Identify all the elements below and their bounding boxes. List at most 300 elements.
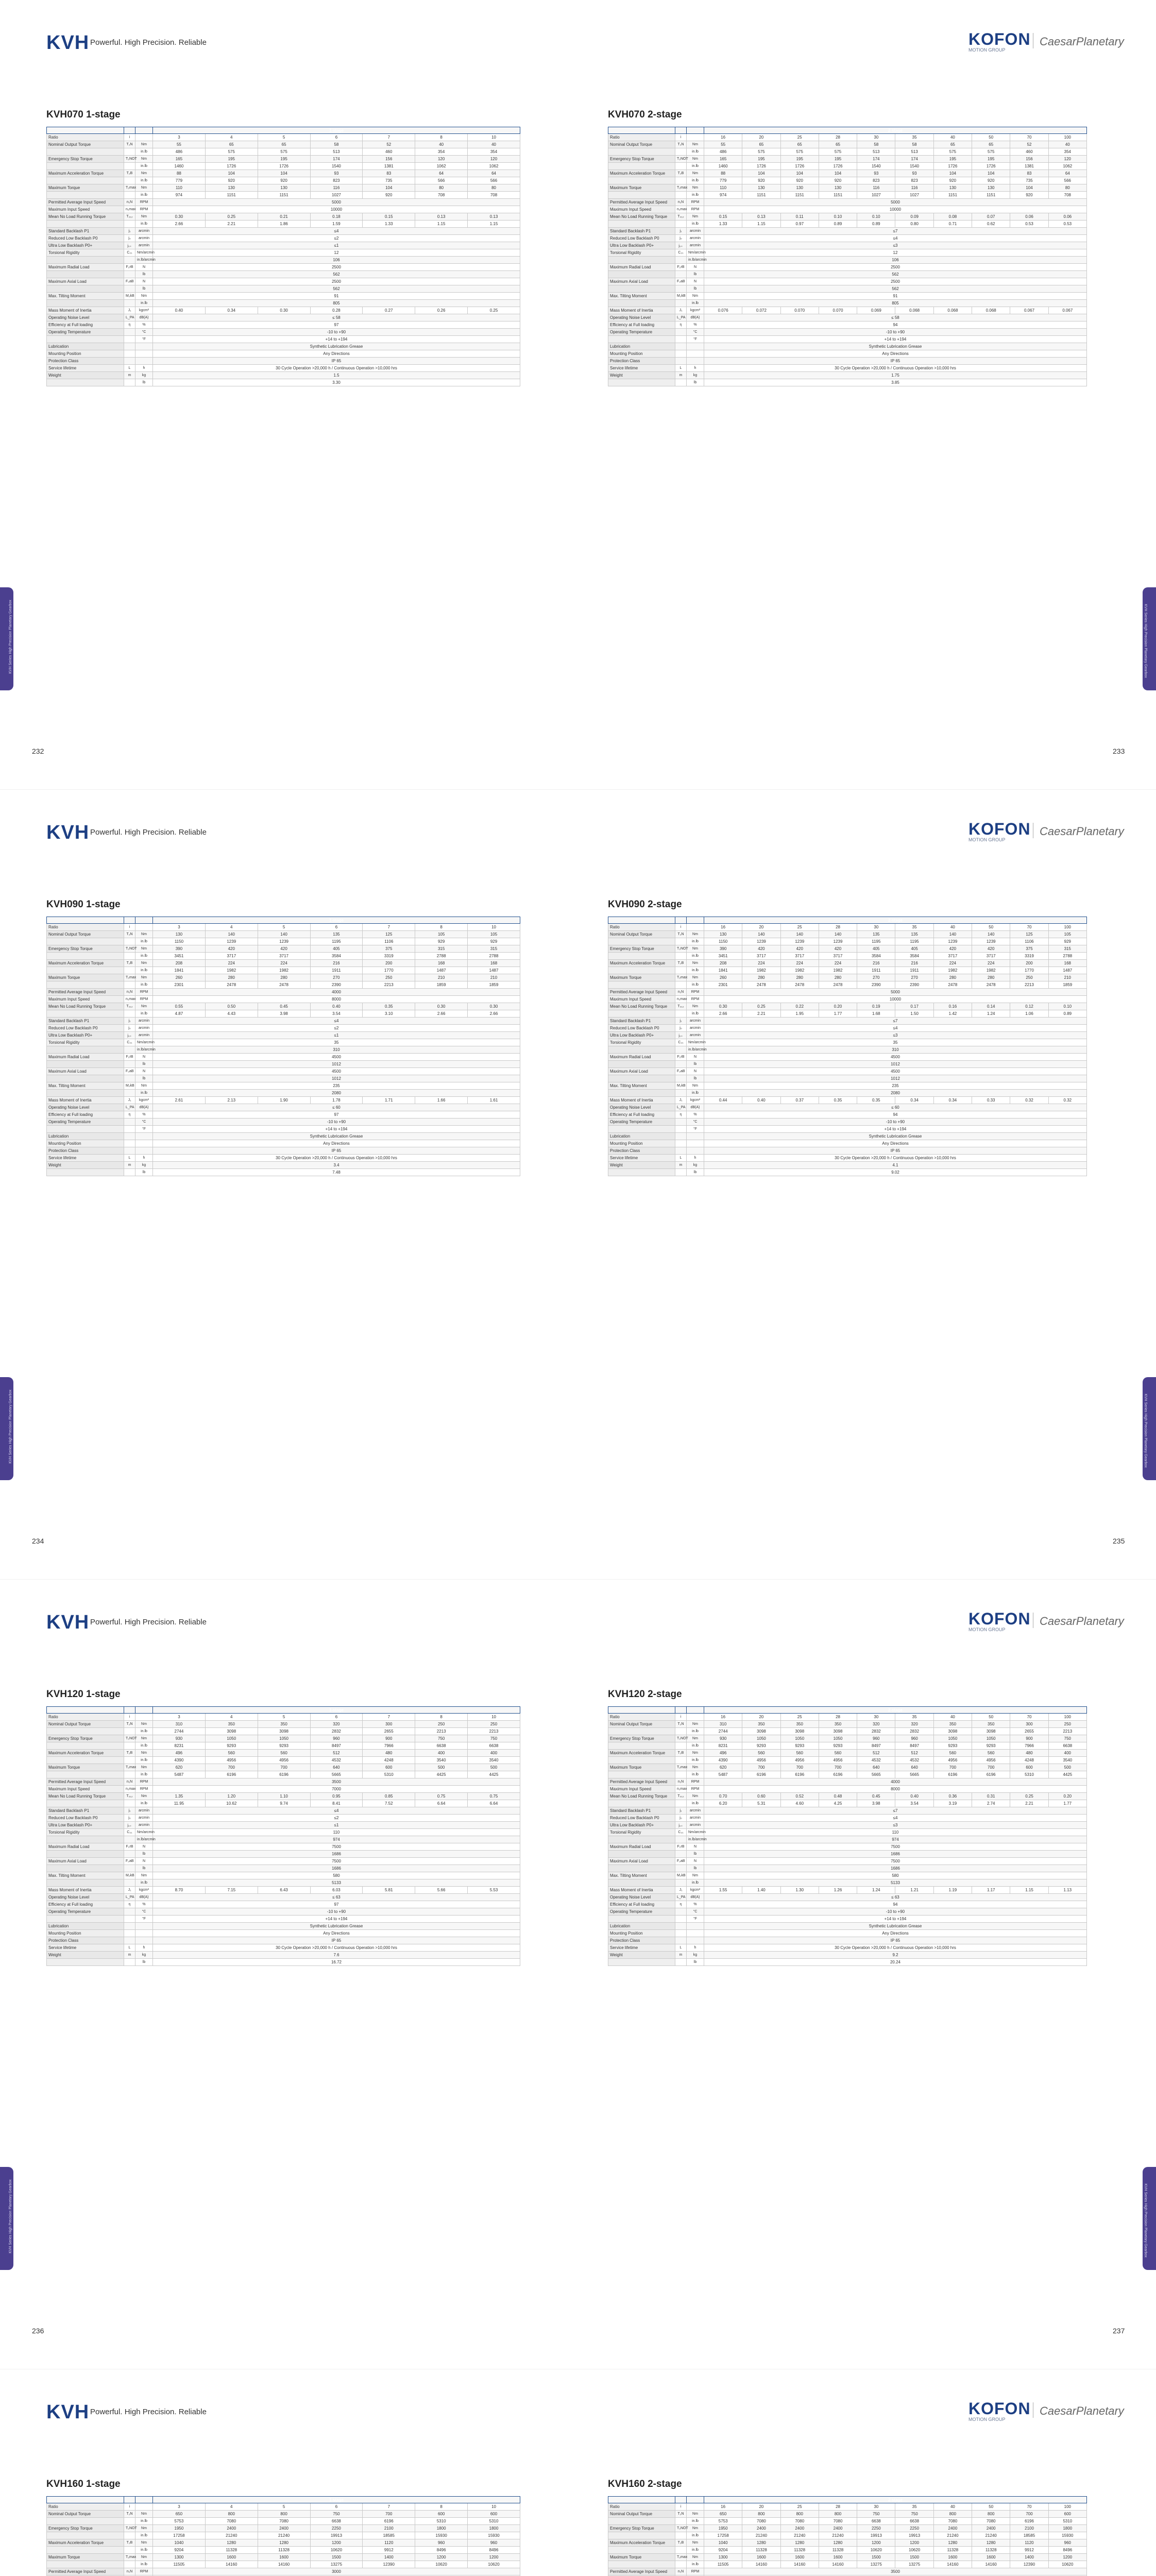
row-value: 0.30 [468, 1003, 520, 1010]
row-value: 1040 [153, 2539, 206, 2547]
row-unit: Nm [687, 2525, 704, 2532]
row-value: 8231 [704, 1742, 742, 1750]
row-value-span: ≤ 58 [153, 314, 520, 321]
row-value-span: 4500 [153, 1054, 520, 1061]
row-symbol: T₂max [675, 1764, 687, 1771]
row-symbol: T₂max [124, 1764, 135, 1771]
table-row [47, 1757, 520, 1764]
row-label: Permitted Average Input Speed [47, 199, 124, 206]
row-value: 200 [363, 960, 415, 967]
row-value: 0.25 [1010, 1793, 1048, 1800]
row-value: 0.40 [153, 307, 206, 314]
row-label: Maximum Input Speed [608, 996, 675, 1003]
row-value: 104 [258, 170, 310, 177]
row-value: 280 [972, 974, 1010, 981]
row-value: 9.74 [258, 1800, 310, 1807]
row-value: 375 [1010, 945, 1048, 953]
row-value: 900 [363, 1735, 415, 1742]
table-row [47, 307, 520, 314]
row-value-span: 580 [704, 1872, 1087, 1879]
row-value: 1.90 [258, 1097, 310, 1104]
row-symbol: j₀ [675, 1815, 687, 1822]
row-value: 1300 [704, 2554, 742, 2561]
row-value: 700 [972, 1764, 1010, 1771]
row-label [608, 1757, 675, 1764]
row-label [608, 953, 675, 960]
ratio-value: 16 [704, 2503, 742, 2511]
row-label [47, 2561, 124, 2568]
table-row [608, 945, 1087, 953]
row-value: 7.52 [363, 1800, 415, 1807]
row-value: 1500 [895, 2554, 933, 2561]
row-unit: in.lb [135, 1742, 153, 1750]
row-unit: in.lb/arcmin [687, 257, 704, 264]
table-row [608, 1764, 1087, 1771]
row-value: 1.17 [972, 1887, 1010, 1894]
ratio-label: Ratio [608, 924, 675, 931]
row-label: Maximum Torque [608, 1764, 675, 1771]
row-unit [135, 1140, 153, 1147]
row-symbol: T₂NOT [675, 1735, 687, 1742]
row-unit: lb [687, 1959, 704, 1966]
table-row [608, 1721, 1087, 1728]
table-row [47, 989, 520, 996]
row-label: Service lifetime [608, 1155, 675, 1162]
row-value: 1859 [415, 981, 468, 989]
row-value: 2655 [1010, 1728, 1048, 1735]
row-value: 4390 [153, 1757, 206, 1764]
row-symbol: n₁N [124, 989, 135, 996]
ratio-symbol: i [124, 1714, 135, 1721]
page-title: KVH160 1-stage [46, 2479, 121, 2489]
row-unit: RPM [687, 206, 704, 213]
row-unit: in.lb [135, 192, 153, 199]
table-row [47, 1003, 520, 1010]
row-value-span: 1012 [704, 1061, 1087, 1068]
row-value: 280 [205, 974, 258, 981]
row-value: 3584 [857, 953, 895, 960]
row-label: Maximum Torque [608, 184, 675, 192]
row-value: 5310 [415, 2518, 468, 2525]
row-value: 1487 [415, 967, 468, 974]
row-unit: RPM [687, 1786, 704, 1793]
row-symbol: T₀₁₂ [675, 213, 687, 221]
row-value: 250 [415, 1721, 468, 1728]
row-value: 1726 [933, 163, 972, 170]
row-value: 1.21 [895, 1887, 933, 1894]
row-value: 11.95 [153, 1800, 206, 1807]
row-unit: Nm [687, 156, 704, 163]
brand-tagline: Powerful. High Precision. Reliable [90, 2408, 207, 2416]
row-value: 0.85 [363, 1793, 415, 1800]
row-value: 130 [972, 184, 1010, 192]
row-value: 15930 [468, 2532, 520, 2539]
row-unit: RPM [135, 1778, 153, 1786]
table-row [608, 1959, 1087, 1966]
row-label [608, 300, 675, 307]
row-value: 0.06 [1048, 213, 1086, 221]
page-header [0, 790, 1156, 857]
row-label [608, 1879, 675, 1887]
row-label: Service lifetime [47, 1155, 124, 1162]
row-value-span: 94 [704, 1901, 1087, 1908]
row-label: Efficiency at Full loading [47, 321, 124, 329]
row-value: 260 [153, 974, 206, 981]
row-value: 0.10 [819, 213, 857, 221]
row-symbol [124, 271, 135, 278]
row-symbol [124, 192, 135, 199]
row-unit: in.lb/arcmin [135, 257, 153, 264]
row-value-span: 4500 [704, 1054, 1087, 1061]
ratio-value: 20 [742, 134, 780, 141]
ratio-value: 50 [972, 1714, 1010, 1721]
row-symbol: C₂₁ [675, 1039, 687, 1046]
row-value: 0.068 [972, 307, 1010, 314]
table-row [608, 1032, 1087, 1039]
row-value: 3540 [468, 1757, 520, 1764]
row-unit [687, 358, 704, 365]
row-value-span: ≤1 [153, 1032, 520, 1039]
row-value: 350 [819, 1721, 857, 1728]
row-value: 195 [258, 156, 310, 163]
row-value: 0.60 [742, 1793, 780, 1800]
ratio-value: 35 [895, 924, 933, 931]
row-value-span: 94 [704, 321, 1087, 329]
row-value-span: ≤4 [153, 1018, 520, 1025]
row-value: 960 [1048, 2539, 1086, 2547]
row-label: Emergency Stop Torque [608, 156, 675, 163]
row-value-span: 12 [704, 249, 1087, 257]
row-value: 0.12 [1010, 1003, 1048, 1010]
row-label: Max. Tilting Moment [47, 293, 124, 300]
row-value-span: 30 Cycle Operation >20,000 h / Continuous Operation >10,000 hrs [704, 365, 1087, 372]
row-value: 375 [363, 945, 415, 953]
table-row [608, 242, 1087, 249]
row-symbol: j₀ [675, 1025, 687, 1032]
row-value: 0.30 [258, 307, 310, 314]
row-value: 130 [704, 931, 742, 938]
row-value: 0.070 [819, 307, 857, 314]
row-value: 920 [819, 177, 857, 184]
row-symbol [675, 163, 687, 170]
row-value-span: IP 65 [153, 1937, 520, 1944]
ratio-value: 50 [972, 924, 1010, 931]
row-value: 1280 [933, 2539, 972, 2547]
row-value: 13275 [895, 2561, 933, 2568]
table-row [47, 1082, 520, 1090]
row-value-span: 30 Cycle Operation >20,000 h / Continuous Operation >10,000 hrs [704, 1155, 1087, 1162]
row-value-span: ≤3 [704, 1822, 1087, 1829]
row-value: 4248 [1010, 1757, 1048, 1764]
row-value: 4.25 [819, 1800, 857, 1807]
row-label [47, 257, 124, 264]
row-symbol: J₁ [124, 307, 135, 314]
row-label [608, 1126, 675, 1133]
table-row [47, 1735, 520, 1742]
row-unit: % [135, 1111, 153, 1118]
row-unit: Nm [135, 1764, 153, 1771]
row-unit: lb [687, 1169, 704, 1176]
row-value: 224 [205, 960, 258, 967]
row-symbol: T₂NOT [124, 2525, 135, 2532]
table-row [47, 177, 520, 184]
header-blank-cell [135, 2497, 153, 2503]
table-row [608, 1750, 1087, 1757]
row-value: 2.66 [153, 221, 206, 228]
table-row [608, 974, 1087, 981]
table-row [608, 300, 1087, 307]
row-label: Nominal Output Torque [47, 141, 124, 148]
stage-label: 2-stage [704, 917, 1087, 924]
row-value-span: 1.5 [153, 372, 520, 379]
header-blank-cell [47, 917, 124, 924]
row-symbol [675, 350, 687, 358]
row-value: 1.71 [363, 1097, 415, 1104]
row-value: 1487 [1048, 967, 1086, 974]
row-symbol [675, 1879, 687, 1887]
row-symbol [124, 177, 135, 184]
row-label: Nominal Output Torque [47, 1721, 124, 1728]
ratio-value: 7 [363, 1714, 415, 1721]
row-value: 3451 [153, 953, 206, 960]
row-value: 19913 [895, 2532, 933, 2539]
row-unit: °F [135, 1126, 153, 1133]
row-value: 0.89 [1048, 1010, 1086, 1018]
row-label: Torsional Rigidity [47, 1039, 124, 1046]
row-unit: lb [135, 379, 153, 386]
table-row [47, 365, 520, 372]
row-label [608, 2532, 675, 2539]
ratio-value: 28 [819, 134, 857, 141]
row-value: 0.50 [205, 1003, 258, 1010]
row-label [608, 192, 675, 199]
row-value: 2301 [704, 981, 742, 989]
row-value: 513 [310, 148, 363, 156]
ratio-row [608, 924, 1087, 931]
row-label [608, 257, 675, 264]
row-symbol: n₁max [124, 996, 135, 1003]
row-label: Emergency Stop Torque [608, 2525, 675, 2532]
page-number: 232 [32, 747, 44, 755]
row-unit: in.lb [135, 938, 153, 945]
table-row [608, 192, 1087, 199]
row-symbol [124, 336, 135, 343]
table-row [608, 2525, 1087, 2532]
row-symbol [124, 285, 135, 293]
row-label: Protection Class [608, 358, 675, 365]
table-row [608, 372, 1087, 379]
row-label: Maximum Radial Load [608, 1843, 675, 1851]
ratio-unit [687, 2503, 704, 2511]
ratio-value: 3 [153, 924, 206, 931]
row-symbol [675, 2547, 687, 2554]
row-value: 10620 [895, 2547, 933, 2554]
row-unit: arcmin [687, 1025, 704, 1032]
row-value: 0.45 [857, 1793, 895, 1800]
row-unit: Nm [135, 945, 153, 953]
row-value: 1.77 [819, 1010, 857, 1018]
row-value: 929 [415, 938, 468, 945]
ratio-symbol: i [675, 924, 687, 931]
row-unit: kg [687, 372, 704, 379]
row-value: 1050 [780, 1735, 819, 1742]
row-value: 195 [933, 156, 972, 163]
row-unit: Nm [135, 1721, 153, 1728]
row-value: 1062 [415, 163, 468, 170]
side-tab-right [1143, 1377, 1156, 1480]
row-value: 1150 [704, 938, 742, 945]
row-label [47, 938, 124, 945]
row-value: 420 [933, 945, 972, 953]
table-row [608, 264, 1087, 271]
row-symbol: m [675, 1162, 687, 1169]
row-label: Mean No Load Running Torque [47, 1003, 124, 1010]
table-row [608, 1829, 1087, 1836]
row-value: 125 [1010, 931, 1048, 938]
row-unit: % [135, 1901, 153, 1908]
row-value: 400 [415, 1750, 468, 1757]
table-row [47, 938, 520, 945]
table-row [47, 264, 520, 271]
row-value-span: +14 to +194 [704, 336, 1087, 343]
row-value-span: 1686 [153, 1851, 520, 1858]
row-value: 40 [1048, 141, 1086, 148]
brand-tagline: Powerful. High Precision. Reliable [90, 828, 207, 837]
row-value: 120 [468, 156, 520, 163]
row-value-span: 110 [704, 1829, 1087, 1836]
row-value: 354 [415, 148, 468, 156]
ratio-row [47, 924, 520, 931]
ratio-value: 20 [742, 1714, 780, 1721]
row-label [608, 967, 675, 974]
row-label: Lubrication [608, 1923, 675, 1930]
row-unit: kgcm² [135, 1097, 153, 1104]
row-label: Operating Temperature [47, 1118, 124, 1126]
row-value: 6.64 [468, 1800, 520, 1807]
row-value: 3098 [258, 1728, 310, 1735]
row-unit: in.lb/arcmin [687, 1046, 704, 1054]
spec-table [608, 2496, 1087, 2576]
row-value-span: -10 to +90 [153, 329, 520, 336]
row-value-span: Any Directions [704, 1140, 1087, 1147]
header-blank-cell [124, 127, 135, 134]
table-row [608, 1728, 1087, 1735]
row-value: 3540 [1048, 1757, 1086, 1764]
row-symbol [675, 1140, 687, 1147]
row-symbol: F₂aB [675, 278, 687, 285]
row-symbol: η [675, 1111, 687, 1118]
ratio-row [608, 134, 1087, 141]
table-row [47, 1851, 520, 1858]
row-symbol: T₂max [124, 2554, 135, 2561]
table-row [47, 343, 520, 350]
row-label: Weight [47, 1162, 124, 1169]
row-value-span: 10000 [704, 996, 1087, 1003]
row-label: Reduced Low Backlash P0 [608, 1815, 675, 1822]
row-unit: arcmin [687, 1822, 704, 1829]
row-unit: arcmin [687, 228, 704, 235]
row-value: 2832 [895, 1728, 933, 1735]
ratio-value: 5 [258, 134, 310, 141]
kvh-logo: KVH [46, 1612, 90, 1633]
caesar-planetary-logo: CaesarPlanetary [1040, 35, 1124, 48]
row-value-span: 974 [704, 1836, 1087, 1843]
row-value: 6196 [363, 2518, 415, 2525]
row-value-span: 94 [704, 1111, 1087, 1118]
row-value: 0.53 [1048, 221, 1086, 228]
row-value: 6196 [819, 1771, 857, 1778]
row-value: 0.15 [363, 213, 415, 221]
table-row [47, 1068, 520, 1075]
row-value: 270 [895, 974, 933, 981]
row-unit: lb [687, 1865, 704, 1872]
row-value: 0.35 [857, 1097, 895, 1104]
table-row [608, 1851, 1087, 1858]
row-label [608, 1742, 675, 1750]
row-value: 800 [205, 2511, 258, 2518]
row-value: 300 [1010, 1721, 1048, 1728]
table-row [47, 228, 520, 235]
row-unit: N [135, 1843, 153, 1851]
row-unit: in.lb [135, 981, 153, 989]
row-unit [687, 343, 704, 350]
row-label: Torsional Rigidity [47, 1829, 124, 1836]
row-symbol: F₂rB [124, 264, 135, 271]
row-label: Maximum Radial Load [47, 1843, 124, 1851]
row-value: 0.34 [895, 1097, 933, 1104]
row-unit: in.lb [687, 1090, 704, 1097]
row-value: 1600 [742, 2554, 780, 2561]
table-row [47, 1879, 520, 1887]
row-value: 7080 [933, 2518, 972, 2525]
row-unit: RPM [135, 1786, 153, 1793]
row-value: 15930 [1048, 2532, 1086, 2539]
row-value-span: Synthetic Lubrication Grease [153, 343, 520, 350]
row-value: 120 [415, 156, 468, 163]
ratio-value: 30 [857, 134, 895, 141]
table-row [608, 1952, 1087, 1959]
row-unit: N [135, 1858, 153, 1865]
row-unit: Nm [135, 213, 153, 221]
table-row [608, 358, 1087, 365]
row-value: 650 [704, 2511, 742, 2518]
row-symbol: η [675, 321, 687, 329]
ratio-value: 100 [1048, 924, 1086, 931]
row-unit: kgcm² [687, 307, 704, 314]
table-row [608, 967, 1087, 974]
ratio-value: 28 [819, 1714, 857, 1721]
spec-table [46, 1706, 520, 1966]
row-symbol: T₂max [675, 974, 687, 981]
row-label: Maximum Input Speed [47, 996, 124, 1003]
table-row [608, 996, 1087, 1003]
row-value: 250 [1048, 1721, 1086, 1728]
row-value: 2400 [258, 2525, 310, 2532]
row-unit: in.lb [135, 1757, 153, 1764]
row-symbol: T₂N [675, 1721, 687, 1728]
row-value-span: ≤4 [704, 235, 1087, 242]
row-symbol: T₀₁₂ [124, 213, 135, 221]
row-label: Torsional Rigidity [608, 1829, 675, 1836]
row-symbol [124, 1169, 135, 1176]
table-row [47, 1887, 520, 1894]
stage-header-row [608, 917, 1087, 924]
row-value: 140 [742, 931, 780, 938]
row-label: Maximum Input Speed [47, 1786, 124, 1793]
header-blank-cell [608, 127, 675, 134]
row-value: 55 [704, 141, 742, 148]
row-value: 480 [1010, 1750, 1048, 1757]
